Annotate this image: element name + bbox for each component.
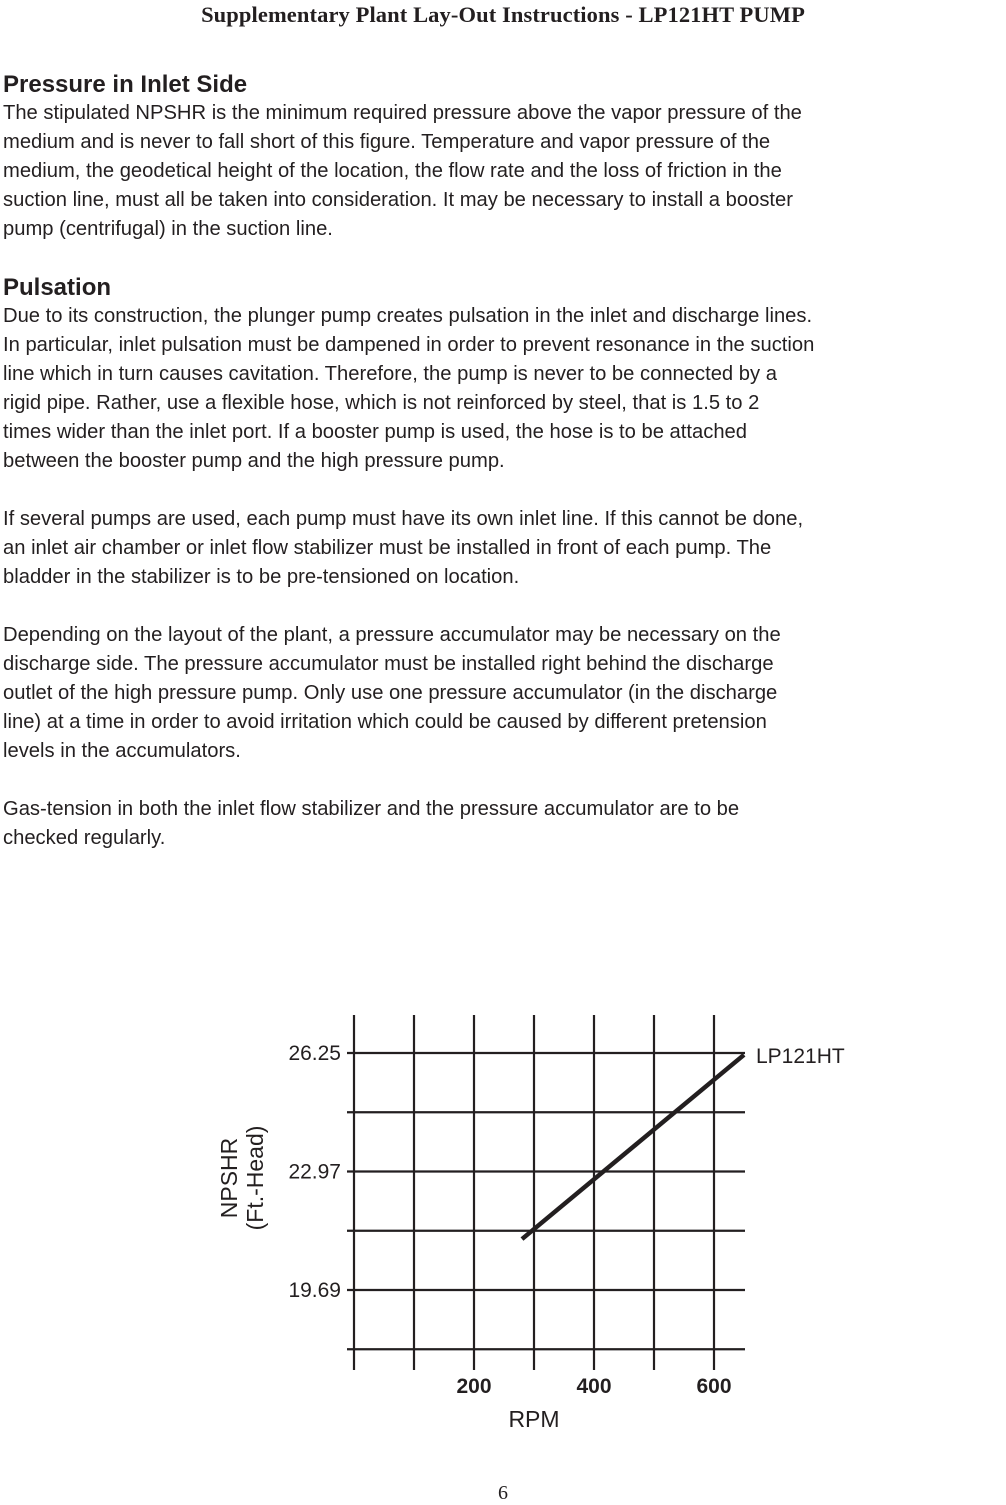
page-number: 6 xyxy=(498,1482,508,1504)
y-tick-label: 22.97 xyxy=(288,1160,341,1184)
x-axis-label: RPM xyxy=(508,1406,560,1432)
y-tick-label: 19.69 xyxy=(288,1279,341,1302)
page-title: Supplementary Plant Lay-Out Instructions - LP121HT PUMP xyxy=(201,2,805,27)
x-tick-label: 400 xyxy=(576,1375,612,1398)
paragraph-inlet-pressure: The stipulated NPSHR is the minimum required pressure above the vapor pressure of the medium and is never to fall short of this figure. Temperature and vapor pressure of the medium, the geodetical height of the location, the flow rate and the loss of friction in the suction line, must all be taken into consideration. It may be necessary to install a booster pump (centrifugal) in the suction line. xyxy=(3,102,802,240)
paragraph-pulsation-1: Due to its construction, the plunger pump creates pulsation in the inlet and discharge lines. In particular, inlet pulsation must be dampened in order to prevent resonance in the suction line which in turn causes cavitation. Therefore, the pump is never to be connected by a rigid pipe. Rather, use a flexible hose, which is not reinforced by steel, that is 1.5 to 2 times wider than the inlet port. If a booster pump is used, the hose is to be attached between the booster pump and the high pressure pump. xyxy=(3,305,815,472)
y-axis-sublabel: (Ft.-Head) xyxy=(242,1125,268,1231)
paragraph-pulsation-4: Gas-tension in both the inlet flow stabilizer and the pressure accumulator are to be checked regularly. xyxy=(3,798,740,849)
series-line-lp121ht xyxy=(522,1055,744,1239)
section-heading-pulsation: Pulsation xyxy=(3,274,112,301)
paragraph-pulsation-3: Depending on the layout of the plant, a pressure accumulator may be necessary on the discharge side. The pressure accumulator must be installed right behind the discharge outlet of the high pressure pump. Only use one pressure accumulator (in the discharge line) at a time in order to avoid irritation which could be caused by different pretension levels in the accumulators. xyxy=(3,624,781,762)
y-tick-label: 26.25 xyxy=(288,1042,341,1065)
x-tick-label: 600 xyxy=(696,1375,732,1398)
paragraph-pulsation-2: If several pumps are used, each pump must have its own inlet line. If this cannot be done, an inlet air chamber or inlet flow stabilizer must be installed in front of each pump. The bladder in the stabilizer is to be pre-tensioned on location. xyxy=(3,508,804,588)
series-label: LP121HT xyxy=(756,1045,845,1068)
x-tick-label: 200 xyxy=(456,1375,492,1398)
y-axis-label: NPSHR xyxy=(216,1137,242,1219)
section-heading-inlet-pressure: Pressure in Inlet Side xyxy=(3,71,248,98)
